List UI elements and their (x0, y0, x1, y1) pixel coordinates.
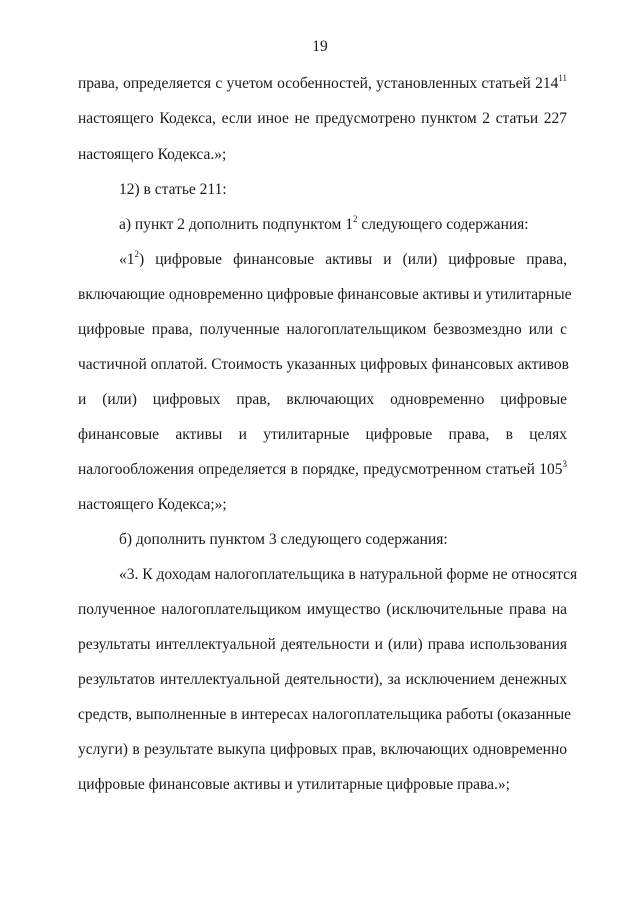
text-line: результаты интеллектуальной деятельности и (или) права использования (78, 636, 567, 653)
text-segment: ) цифровые финансовые активы и (или) цифровые права, (139, 251, 567, 268)
text-line: финансовые активы и утилитарные цифровые права, в целях (78, 426, 567, 443)
text-line (78, 460, 567, 480)
text-line: цифровые права, полученные налогоплательщиком безвозмездно или с (78, 321, 567, 338)
text-segment: а) пункт 2 дополнить подпунктом 1 (119, 216, 353, 233)
text-line: средств, выполненные в интересах налогоплательщика работы (оказанные (78, 706, 572, 723)
page-number: 19 (312, 38, 328, 55)
superscript: 3 (562, 459, 567, 469)
text-segment: следующего содержания: (357, 216, 529, 233)
text-line: услуги) в результате выкупа цифровых прав, включающих одновременно (78, 741, 567, 758)
text-line: настоящего Кодекса, если иное не предусмотрено пунктом 2 статьи 227 (78, 110, 567, 127)
text-line: полученное налогоплательщиком имущество (исключительные права на (78, 601, 567, 618)
text-line: частичной оплатой. Стоимость указанных цифровых финансовых активов (78, 356, 569, 373)
text-segment: «1 (119, 251, 135, 268)
text-line: и (или) цифровых прав, включающих одновременно цифровые (78, 391, 567, 408)
text-line: «3. К доходам налогоплательщика в натуральной форме не относятся (119, 566, 578, 583)
text-line: включающие одновременно цифровые финансовые активы и утилитарные (78, 286, 572, 303)
text-line: настоящего Кодекса;»; (78, 496, 227, 513)
text-line: результатов интеллектуальной деятельности), за исключением денежных (78, 671, 567, 688)
superscript: 11 (558, 73, 567, 83)
superscript: 2 (134, 249, 139, 259)
superscript: 2 (352, 214, 358, 224)
text-line: б) дополнить пунктом 3 следующего содержания: (119, 531, 448, 548)
text-segment: права, определяется с учетом особенностей, установленных статьей 214 (78, 75, 559, 92)
text-line: цифровые финансовые активы и утилитарные цифровые права.»; (78, 776, 510, 793)
text-line: 12) в статье 211: (119, 181, 227, 198)
text-line: настоящего Кодекса.»; (78, 146, 227, 163)
text-segment: налогообложения определяется в порядке, предусмотренном статьей 105 (78, 461, 563, 478)
text-line (119, 215, 567, 235)
text-line (119, 250, 567, 270)
text-line (78, 74, 567, 94)
